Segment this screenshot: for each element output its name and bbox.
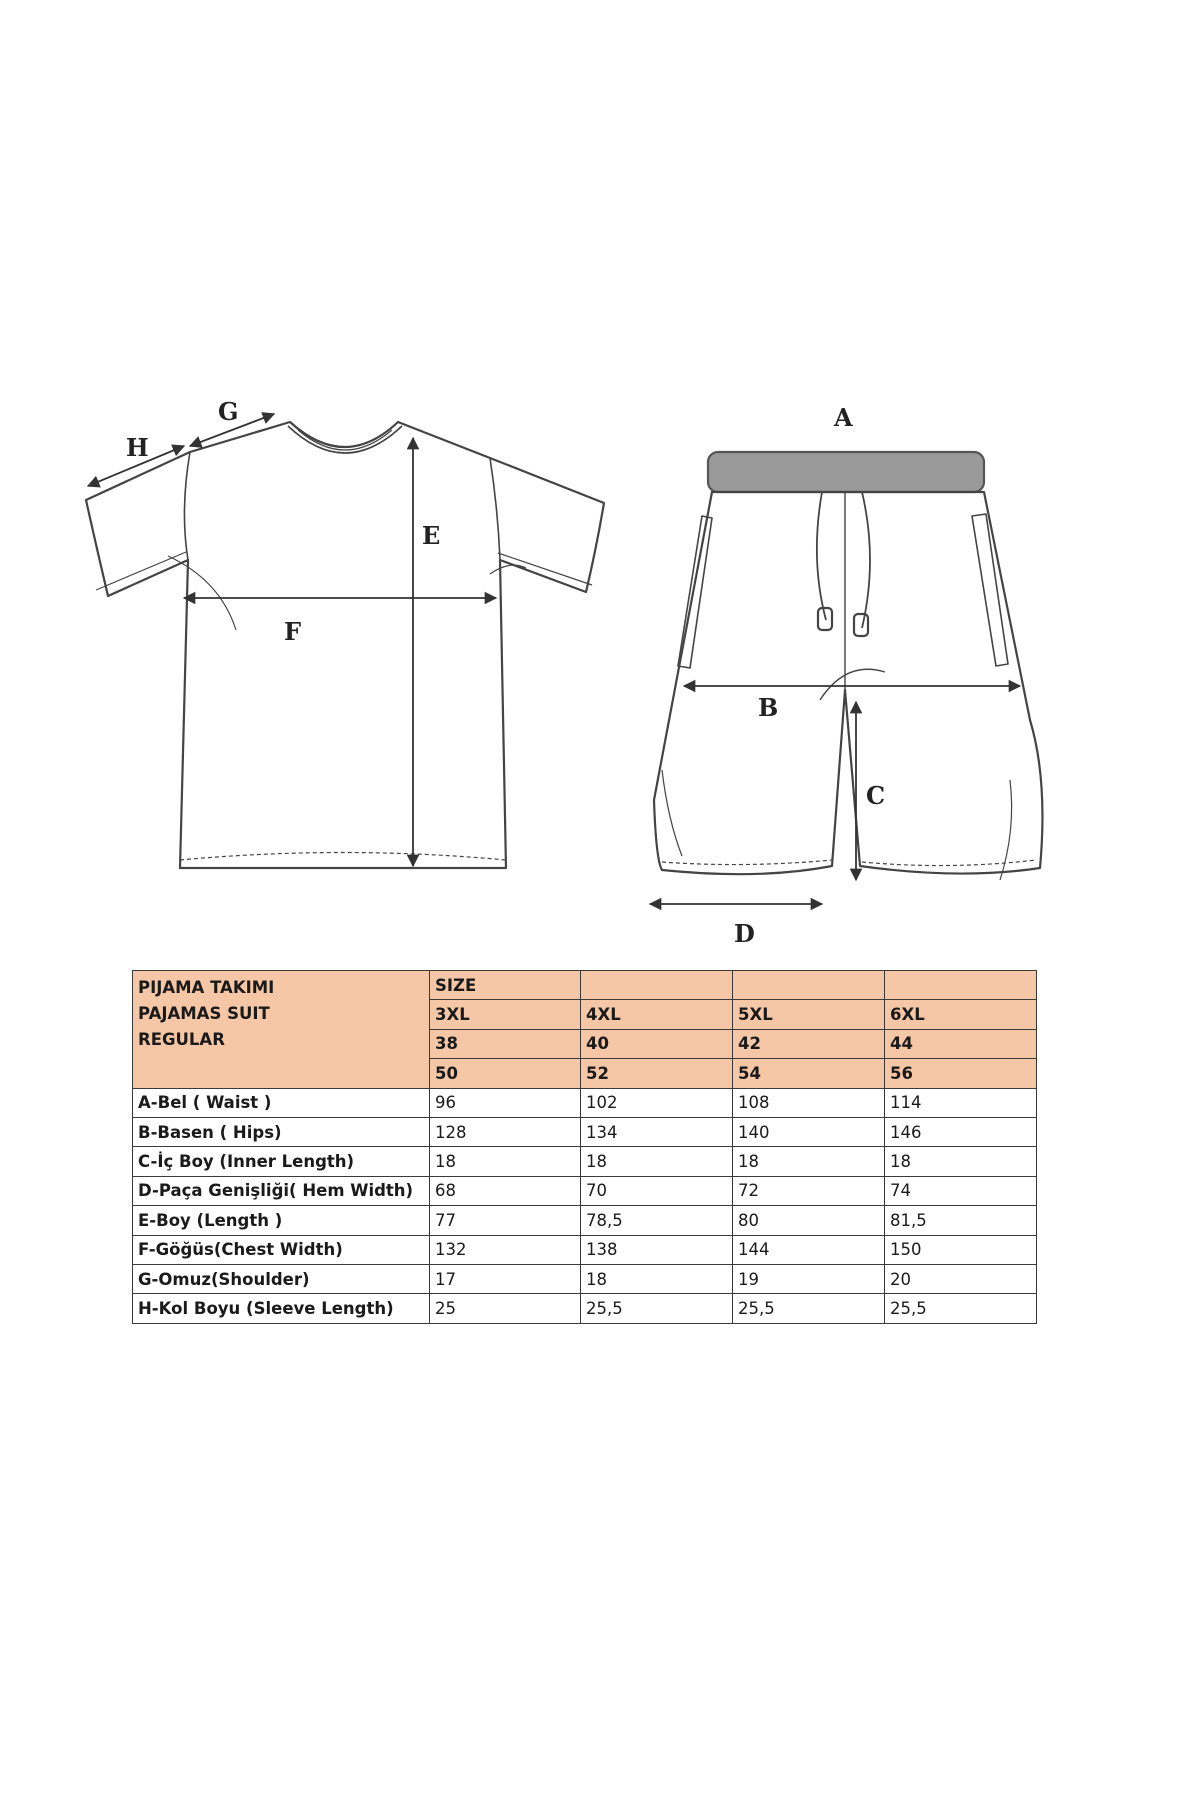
value-cell: 18 xyxy=(885,1147,1037,1176)
value-cell: 144 xyxy=(733,1235,885,1264)
right-pocket xyxy=(972,514,1008,666)
shorts-outline xyxy=(654,492,1042,874)
value-cell: 19 xyxy=(733,1264,885,1293)
table-row xyxy=(133,1088,1037,1117)
value-cell: 81,5 xyxy=(885,1206,1037,1235)
label-b: B xyxy=(758,693,779,722)
title-line-1: PIJAMA TAKIMI xyxy=(138,978,275,997)
title-line-2: PAJAMAS SUIT xyxy=(138,1004,270,1023)
table-title xyxy=(133,971,430,1089)
label-d: D xyxy=(734,919,755,948)
table-row xyxy=(133,1117,1037,1146)
size-cell: 3XL xyxy=(430,1000,581,1029)
value-cell: 18 xyxy=(733,1147,885,1176)
table-row xyxy=(133,1147,1037,1176)
value-cell: 18 xyxy=(581,1264,733,1293)
value-cell: 114 xyxy=(885,1088,1037,1117)
label-h: H xyxy=(126,433,149,462)
row-label: H-Kol Boyu (Sleeve Length) xyxy=(133,1294,430,1323)
size-cell: 54 xyxy=(733,1059,885,1088)
value-cell: 25,5 xyxy=(581,1294,733,1323)
value-cell: 17 xyxy=(430,1264,581,1293)
size-cell: 50 xyxy=(430,1059,581,1088)
row-label: B-Basen ( Hips) xyxy=(133,1117,430,1146)
value-cell: 138 xyxy=(581,1235,733,1264)
tshirt-collar xyxy=(288,426,402,453)
label-g: G xyxy=(218,397,239,426)
size-cell: 44 xyxy=(885,1029,1037,1058)
label-c: C xyxy=(866,781,886,810)
value-cell: 25,5 xyxy=(885,1294,1037,1323)
value-cell: 108 xyxy=(733,1088,885,1117)
value-cell: 128 xyxy=(430,1117,581,1146)
table-row xyxy=(133,1264,1037,1293)
value-cell: 96 xyxy=(430,1088,581,1117)
size-cell: 56 xyxy=(885,1059,1037,1088)
value-cell: 134 xyxy=(581,1117,733,1146)
value-cell: 70 xyxy=(581,1176,733,1205)
size-cell: 40 xyxy=(581,1029,733,1058)
label-e: E xyxy=(422,521,441,550)
value-cell: 77 xyxy=(430,1206,581,1235)
value-cell: 80 xyxy=(733,1206,885,1235)
size-cell: 38 xyxy=(430,1029,581,1058)
value-cell: 72 xyxy=(733,1176,885,1205)
row-label: D-Paça Genişliği( Hem Width) xyxy=(133,1176,430,1205)
size-cell: 42 xyxy=(733,1029,885,1058)
row-label: G-Omuz(Shoulder) xyxy=(133,1264,430,1293)
value-cell: 140 xyxy=(733,1117,885,1146)
row-label: E-Boy (Length ) xyxy=(133,1206,430,1235)
shorts-illustration xyxy=(654,452,1042,880)
table-row xyxy=(133,1206,1037,1235)
shorts-arrows xyxy=(650,686,1020,904)
table-row xyxy=(133,1235,1037,1264)
tshirt-illustration xyxy=(86,422,604,868)
value-cell: 74 xyxy=(885,1176,1037,1205)
value-cell: 20 xyxy=(885,1264,1037,1293)
value-cell: 78,5 xyxy=(581,1206,733,1235)
label-a: A xyxy=(834,403,853,432)
title-line-3: REGULAR xyxy=(138,1030,225,1049)
size-cell: 5XL xyxy=(733,1000,885,1029)
size-cell: 52 xyxy=(581,1059,733,1088)
value-cell: 25,5 xyxy=(733,1294,885,1323)
value-cell: 132 xyxy=(430,1235,581,1264)
size-chart-table xyxy=(132,970,1037,1324)
value-cell: 146 xyxy=(885,1117,1037,1146)
drawstring-left xyxy=(817,492,826,620)
table-row xyxy=(133,1176,1037,1205)
size-cell: 4XL xyxy=(581,1000,733,1029)
table-row xyxy=(133,1294,1037,1323)
row-label: C-İç Boy (Inner Length) xyxy=(133,1147,430,1176)
row-label: A-Bel ( Waist ) xyxy=(133,1088,430,1117)
header-row-size xyxy=(133,971,1037,1000)
value-cell: 18 xyxy=(430,1147,581,1176)
value-cell: 25 xyxy=(430,1294,581,1323)
tshirt-outline xyxy=(86,422,604,868)
size-label: SIZE xyxy=(430,971,581,1000)
value-cell: 102 xyxy=(581,1088,733,1117)
waistband xyxy=(708,452,984,492)
row-label: F-Göğüs(Chest Width) xyxy=(133,1235,430,1264)
size-cell: 6XL xyxy=(885,1000,1037,1029)
drawstring-right xyxy=(862,492,870,628)
value-cell: 68 xyxy=(430,1176,581,1205)
value-cell: 18 xyxy=(581,1147,733,1176)
label-f: F xyxy=(284,617,302,646)
value-cell: 150 xyxy=(885,1235,1037,1264)
